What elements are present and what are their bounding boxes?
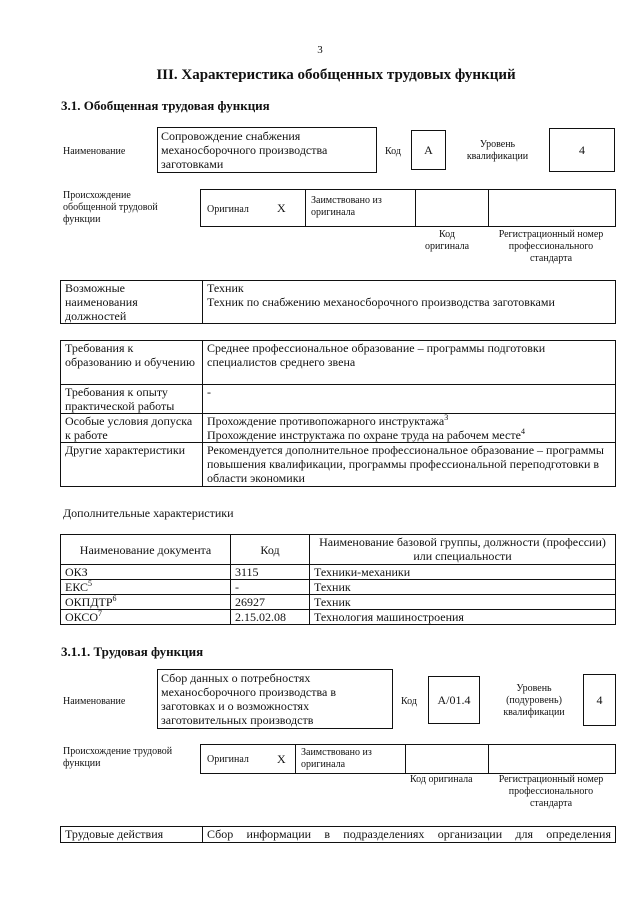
req-experience-label: Требования к опыту практической работы — [61, 385, 203, 414]
actions-value: Сбор информации в подразделениях организации для определения — [203, 827, 616, 843]
tf-origin-divider-3 — [488, 745, 489, 773]
tf-level-value: 4 — [583, 674, 616, 726]
tf-code-value: A/01.4 — [428, 676, 480, 724]
req-special-conditions-value — [203, 414, 616, 443]
extra-header-doc: Наименование документа — [61, 535, 231, 565]
extra-doc-cell: ОКЗ — [61, 565, 231, 580]
gtf-original-label: Оригинал — [207, 204, 249, 215]
extra-table — [60, 534, 616, 625]
tf-level-label: Уровень (подуровень) квалификации — [503, 683, 565, 718]
positions-table — [60, 280, 616, 324]
table-row — [61, 565, 616, 580]
tf-original-mark: X — [277, 752, 286, 766]
tf-name-value: Сбор данных о потребностях механосборочного производства в заготовках и о возможностях заготовительных производств — [157, 669, 393, 729]
req-education-label: Требования к образованию и обучению — [61, 341, 203, 385]
extra-name-cell: Техник — [310, 595, 616, 610]
position-item: Техник — [207, 281, 244, 295]
req-special-conditions-label: Особые условия допуска к работе — [61, 414, 203, 443]
gtf-code-value: A — [411, 130, 446, 170]
extra-code-cell: - — [231, 580, 310, 595]
position-item: Техник по снабжению механосборочного производства заготовками — [207, 295, 555, 309]
gtf-code-label: Код — [385, 146, 401, 157]
actions-table — [60, 826, 616, 843]
extra-name-cell: Техники-механики — [310, 565, 616, 580]
table-row — [61, 595, 616, 610]
gtf-name-label: Наименование — [63, 146, 126, 157]
gtf-level-label: Уровень квалификации — [466, 139, 529, 162]
gtf-heading: 3.1. Обобщенная трудовая функция — [61, 98, 270, 113]
footnote-mark: 4 — [520, 427, 525, 436]
table-row — [61, 580, 616, 595]
req-other-value: Рекомендуется дополнительное профессиональное образование – программы повышения квалификации, программы профессиональной переподготовки в области экономики — [203, 443, 616, 487]
req-other-label: Другие характеристики — [61, 443, 203, 487]
gtf-origin-divider-3 — [488, 190, 489, 226]
extra-doc-cell: ЕКС$^5$ — [61, 580, 231, 595]
tf-name-label: Наименование — [63, 696, 126, 707]
gtf-original-mark: X — [277, 201, 286, 215]
req-experience-value: - — [203, 385, 616, 414]
tf-heading: 3.1.1. Трудовая функция — [61, 644, 204, 659]
extra-code-cell: 2.15.02.08 — [231, 610, 310, 625]
gtf-level-value: 4 — [549, 128, 615, 172]
actions-label: Трудовые действия — [61, 827, 203, 843]
extra-doc-cell: ОКСО$^7$ — [61, 610, 231, 625]
tf-origin-divider-2 — [405, 745, 406, 773]
gtf-origin-label: Происхождение обобщенной трудовой функции — [63, 190, 158, 225]
positions-value — [203, 281, 616, 324]
section-title: III. Характеристика обобщенных трудовых функций — [156, 67, 516, 83]
requirements-table — [60, 340, 616, 487]
tf-code-label: Код — [401, 696, 417, 707]
tf-origin-divider-1 — [295, 745, 296, 773]
extra-code-cell: 3115 — [231, 565, 310, 580]
gtf-origin-divider-1 — [305, 190, 306, 226]
tf-borrowed-label: Заимствовано из оригинала — [301, 747, 372, 770]
extra-heading: Дополнительные характеристики — [63, 506, 234, 520]
gtf-reg-number-label: Регистрационный номер профессионального стандарта — [498, 229, 604, 264]
table-row — [61, 610, 616, 625]
gtf-borrowed-label: Заимствовано из оригинала — [311, 195, 382, 218]
req-special-line-2: Прохождение инструктажа по охране труда на рабочем месте — [207, 428, 521, 442]
gtf-name-value: Сопровождение снабжения механосборочного производства заготовками — [157, 127, 377, 173]
tf-origin-label: Происхождение трудовой функции — [63, 746, 173, 769]
extra-name-cell: Технология машиностроения — [310, 610, 616, 625]
tf-original-label: Оригинал — [207, 754, 249, 765]
req-education-value: Среднее профессиональное образование – программы подготовки специалистов среднего звена — [203, 341, 616, 385]
extra-code-cell: 26927 — [231, 595, 310, 610]
tf-origin-box — [200, 744, 616, 774]
req-special-line-1: Прохождение противопожарного инструктажа — [207, 414, 445, 428]
positions-label: Возможные наименования должностей — [61, 281, 203, 324]
gtf-origin-box — [200, 189, 616, 227]
gtf-origin-divider-2 — [415, 190, 416, 226]
extra-name-cell: Техник — [310, 580, 616, 595]
tf-reg-number-label: Регистрационный номер профессионального стандарта — [498, 774, 604, 809]
page-number: 3 — [317, 44, 323, 56]
extra-doc-cell: ОКПДТР$^6$ — [61, 595, 231, 610]
tf-code-original-label: Код оригинала — [410, 774, 473, 785]
footnote-mark: 3 — [444, 413, 449, 422]
extra-header-code: Код — [231, 535, 310, 565]
extra-header-name: Наименование базовой группы, должности (профессии) или специальности — [310, 535, 616, 565]
gtf-code-original-label: Код оригинала — [424, 229, 470, 252]
